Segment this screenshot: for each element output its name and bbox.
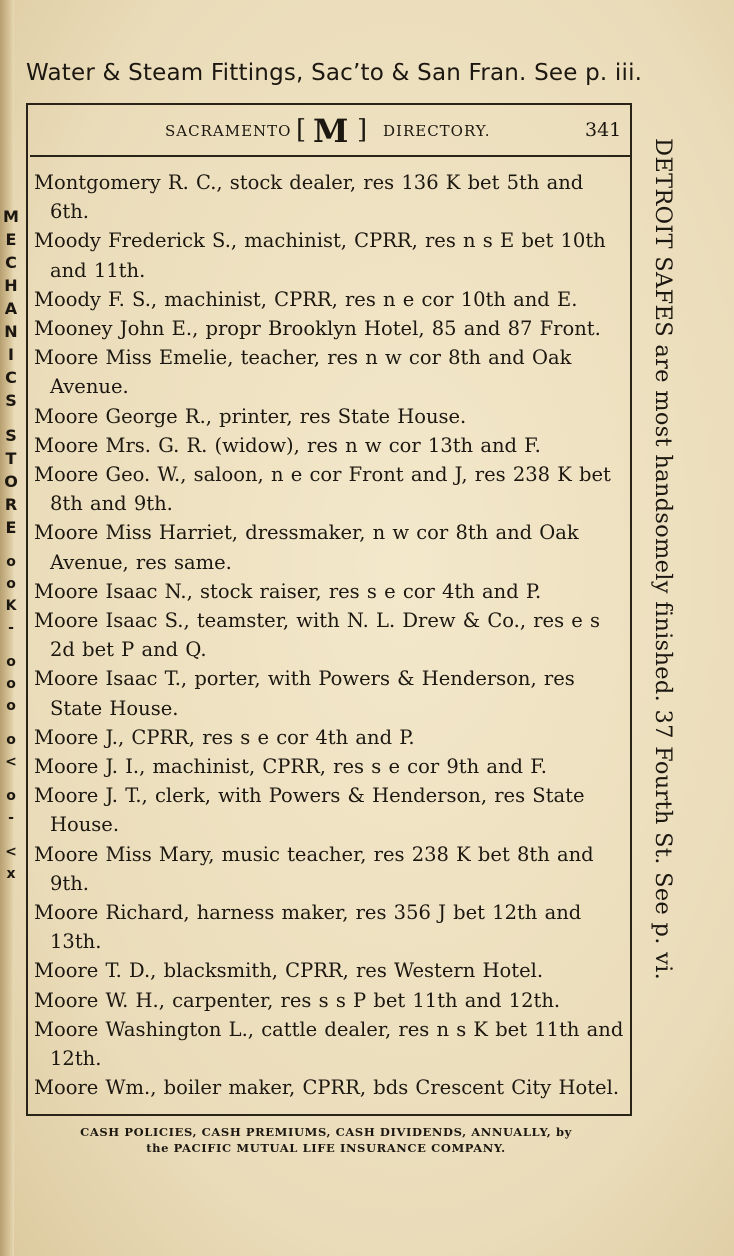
bracket-open: [	[296, 115, 308, 145]
margin-letter: S	[5, 426, 17, 445]
footer-line-1: CASH POLICIES, CASH PREMIUMS, CASH DIVIDENDS, ANNUALLY, by	[80, 1125, 572, 1139]
directory-entry: Moore Miss Mary, music teacher, res 238 K bet 8th and 9th.	[34, 842, 594, 895]
directory-entry: Moore J. T., clerk, with Powers & Henderson, res State House.	[34, 784, 585, 837]
frame-bottom-rule	[26, 1114, 632, 1116]
margin-letter: R	[4, 495, 18, 514]
right-margin-text: DETROIT SAFES are most handsomely finished. 37 Fourth St. See p. vi.	[650, 138, 676, 981]
margin-letter: H	[4, 276, 18, 295]
footer-advertisement	[28, 1124, 624, 1156]
directory-entry: Moore J. I., machinist, CPRR, res s e cor 9th and F.	[34, 755, 547, 779]
directory-entry: Moore J., CPRR, res s e cor 4th and P.	[34, 725, 415, 749]
margin-mark: <	[5, 754, 17, 770]
margin-mark: K	[5, 598, 17, 614]
left-margin-advertisement	[0, 205, 22, 885]
frame-left-rule	[26, 103, 28, 1116]
margin-letter: I	[8, 345, 14, 364]
margin-letter: C	[5, 368, 17, 387]
margin-letter: C	[5, 253, 17, 272]
directory-entry: Moore George R., printer, res State House.	[34, 404, 467, 428]
directory-entry: Moore Isaac N., stock raiser, res s e cor 4th and P.	[34, 579, 542, 603]
margin-letter: A	[4, 299, 18, 318]
margin-letter: O	[4, 472, 18, 491]
margin-letter: E	[5, 230, 17, 249]
margin-letter: S	[5, 391, 17, 410]
margin-letter: T	[5, 449, 17, 468]
frame-right-rule	[630, 103, 632, 1116]
margin-mark: o	[6, 554, 16, 570]
directory-entry: Moore Mrs. G. R. (widow), res n w cor 13th and F.	[34, 433, 541, 457]
directory-entry: Montgomery R. C., stock dealer, res 136 K bet 5th and 6th.	[34, 171, 584, 224]
header-rule	[30, 155, 630, 157]
margin-mark: o	[6, 788, 16, 804]
top-advertisement: Water & Steam Fittings, Sac’to & San Fran. See p. iii.	[26, 60, 643, 86]
directory-entry: Moody F. S., machinist, CPRR, res n e cor 10th and E.	[34, 287, 578, 311]
directory-entry: Moore Miss Emelie, teacher, res n w cor 8th and Oak Avenue.	[34, 346, 572, 399]
margin-mark: o	[6, 576, 16, 592]
bracket-close: ]	[357, 115, 369, 145]
frame-top-rule	[26, 103, 632, 105]
margin-letter: E	[5, 518, 17, 537]
directory-entry: Moore Miss Harriet, dressmaker, n w cor 8th and Oak Avenue, res same.	[34, 521, 579, 574]
footer-line-2: the PACIFIC MUTUAL LIFE INSURANCE COMPANY.	[146, 1141, 506, 1155]
directory-entry: Mooney John E., propr Brooklyn Hotel, 85 and 87 Front.	[34, 317, 601, 341]
margin-mark: -	[8, 620, 14, 636]
running-head-city: SACRAMENTO	[165, 122, 292, 140]
margin-mark: o	[6, 654, 16, 670]
directory-entry: Moore Geo. W., saloon, n e cor Front and J, res 238 K bet 8th and 9th.	[34, 463, 611, 516]
right-margin-advertisement	[646, 138, 676, 1088]
running-head-title: DIRECTORY.	[383, 122, 491, 140]
margin-letter: N	[4, 322, 18, 341]
section-letter: M	[313, 112, 350, 150]
page-number: 341	[585, 119, 622, 141]
margin-mark: <	[5, 844, 17, 860]
directory-entry: Moore Isaac T., porter, with Powers & Henderson, res State House.	[34, 667, 575, 720]
margin-mark: o	[6, 732, 16, 748]
directory-entry: Moore Richard, harness maker, res 356 J bet 12th and 13th.	[34, 901, 582, 954]
margin-mark: -	[8, 810, 14, 826]
directory-entry: Moore W. H., carpenter, res s s P bet 11th and 12th.	[34, 988, 561, 1012]
margin-mark: o	[6, 676, 16, 692]
margin-mark: o	[6, 698, 16, 714]
directory-entry: Moore Washington L., cattle dealer, res n s K bet 11th and 12th.	[34, 1017, 624, 1071]
running-head	[165, 112, 625, 150]
directory-entry: Moore T. D., blacksmith, CPRR, res Western Hotel.	[34, 959, 544, 983]
directory-entry: Moody Frederick S., machinist, CPRR, res n s E bet 10th and 11th.	[34, 229, 606, 282]
directory-entries	[34, 168, 626, 1103]
directory-entry: Moore Wm., boiler maker, CPRR, bds Crescent City Hotel.	[34, 1076, 620, 1100]
margin-letter: M	[3, 207, 19, 226]
margin-mark: x	[6, 866, 16, 882]
directory-entry: Moore Isaac S., teamster, with N. L. Drew & Co., res e s 2d bet P and Q.	[34, 609, 601, 662]
